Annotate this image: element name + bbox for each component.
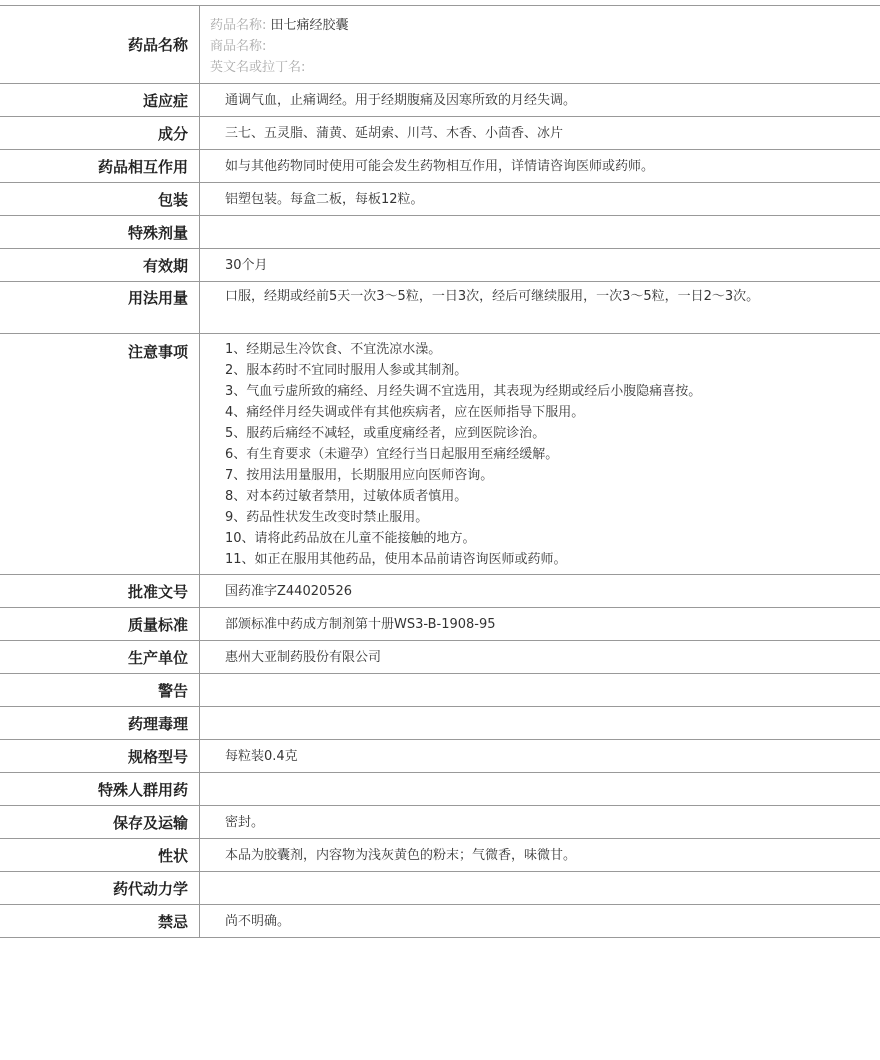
- row-value-approval-number: 国药准字Z44020526: [225, 583, 353, 599]
- row-specification: [0, 740, 880, 773]
- row-contraindications: [0, 905, 880, 938]
- row-pharmacokinetics: [0, 872, 880, 905]
- row-label-approval-number: 批准文号: [0, 575, 200, 607]
- row-manufacturer: [0, 641, 880, 674]
- row-value-specification: 每粒装0.4克: [225, 748, 298, 764]
- precaution-item: 6、有生育要求（未避孕）宜经行当日起服用至痛经缓解。: [225, 447, 559, 462]
- generic-name-value: 田七痛经胶囊: [270, 18, 349, 33]
- row-label-special-population: 特殊人群用药: [0, 773, 200, 805]
- row-approval-number: [0, 575, 880, 608]
- row-special-dosage: [0, 216, 880, 249]
- row-dosage: [0, 282, 880, 334]
- precaution-item: 3、气血亏虚所致的痛经、月经失调不宜选用，其表现为经期或经后小腹隐痛喜按。: [225, 384, 702, 399]
- english-name-key: 英文名或拉丁名:: [210, 60, 306, 75]
- row-interactions: [0, 150, 880, 183]
- row-label-interactions: 药品相互作用: [0, 150, 200, 182]
- row-label-pharmacokinetics: 药代动力学: [0, 872, 200, 904]
- row-quality-standard: [0, 608, 880, 641]
- generic-name-key: 药品名称:: [210, 18, 267, 33]
- row-value-ingredients: 三七、五灵脂、蒲黄、延胡索、川芎、木香、小茴香、冰片: [225, 125, 564, 141]
- row-warning: [0, 674, 880, 707]
- trade-name-line: [210, 36, 780, 57]
- row-value-special-dosage: [200, 216, 880, 248]
- drug-info-table: [0, 5, 880, 938]
- precautions-list: [200, 334, 880, 574]
- row-label-pharmacology-toxicology: 药理毒理: [0, 707, 200, 739]
- row-value-indications: 通调气血，止痛调经。用于经期腹痛及因寒所致的月经失调。: [225, 92, 577, 108]
- row-value-shelf-life: 30个月: [225, 257, 268, 273]
- row-shelf-life: [0, 249, 880, 282]
- precaution-item: 2、服本药时不宜同时服用人参或其制剂。: [225, 363, 468, 378]
- precaution-item: 9、药品性状发生改变时禁止服用。: [225, 510, 429, 525]
- row-value-special-population: [200, 773, 880, 805]
- row-value-packaging: 铝塑包装。每盒二板，每板12粒。: [225, 191, 424, 207]
- row-label-packaging: 包装: [0, 183, 200, 215]
- row-value-contraindications: 尚不明确。: [225, 913, 291, 929]
- row-properties: [0, 839, 880, 872]
- row-label-specification: 规格型号: [0, 740, 200, 772]
- row-value-pharmacology-toxicology: [200, 707, 880, 739]
- row-ingredients: [0, 117, 880, 150]
- row-label-storage-transport: 保存及运输: [0, 806, 200, 838]
- row-indications: [0, 84, 880, 117]
- trade-name-key: 商品名称:: [210, 39, 267, 54]
- row-label-special-dosage: 特殊剂量: [0, 216, 200, 248]
- row-precautions: [0, 334, 880, 575]
- row-storage-transport: [0, 806, 880, 839]
- row-label-drug-name: 药品名称: [0, 6, 200, 83]
- row-label-quality-standard: 质量标准: [0, 608, 200, 640]
- row-value-interactions: 如与其他药物同时使用可能会发生药物相互作用，详情请咨询医师或药师。: [225, 158, 655, 174]
- precaution-item: 1、经期忌生冷饮食、不宜洗凉水澡。: [225, 342, 442, 357]
- row-packaging: [0, 183, 880, 216]
- row-value-dosage: 口服，经期或经前5天一次3～5粒，一日3次，经后可继续服用，一次3～5粒，一日2～3次。: [225, 289, 760, 304]
- row-label-indications: 适应症: [0, 84, 200, 116]
- row-label-shelf-life: 有效期: [0, 249, 200, 281]
- row-value-manufacturer: 惠州大亚制药股份有限公司: [225, 649, 382, 665]
- row-value-quality-standard: 部颁标准中药成方制剂第十册WS3-B-1908-95: [225, 616, 496, 632]
- drug-name-values: [200, 6, 880, 83]
- row-label-dosage: 用法用量: [0, 282, 200, 333]
- english-name-line: [210, 57, 780, 78]
- row-value-pharmacokinetics: [200, 872, 880, 904]
- row-pharmacology-toxicology: [0, 707, 880, 740]
- row-drug-name: [0, 6, 880, 84]
- row-label-precautions: 注意事项: [0, 334, 200, 574]
- row-label-manufacturer: 生产单位: [0, 641, 200, 673]
- generic-name-line: [210, 15, 780, 36]
- precaution-item: 7、按用法用量服用，长期服用应向医师咨询。: [225, 468, 494, 483]
- row-value-storage-transport: 密封。: [225, 814, 265, 830]
- precaution-item: 5、服药后痛经不减轻，或重度痛经者，应到医院诊治。: [225, 426, 546, 441]
- precaution-item: 8、对本药过敏者禁用，过敏体质者慎用。: [225, 489, 468, 504]
- row-label-ingredients: 成分: [0, 117, 200, 149]
- row-label-properties: 性状: [0, 839, 200, 871]
- row-label-contraindications: 禁忌: [0, 905, 200, 937]
- precaution-item: 11、如正在服用其他药品，使用本品前请咨询医师或药师。: [225, 552, 567, 567]
- precaution-item: 10、请将此药品放在儿童不能接触的地方。: [225, 531, 476, 546]
- row-value-warning: [200, 674, 880, 706]
- row-value-properties: 本品为胶囊剂，内容物为浅灰黄色的粉末；气微香，味微甘。: [225, 847, 577, 863]
- row-label-warning: 警告: [0, 674, 200, 706]
- precaution-item: 4、痛经伴月经失调或伴有其他疾病者，应在医师指导下服用。: [225, 405, 585, 420]
- row-special-population: [0, 773, 880, 806]
